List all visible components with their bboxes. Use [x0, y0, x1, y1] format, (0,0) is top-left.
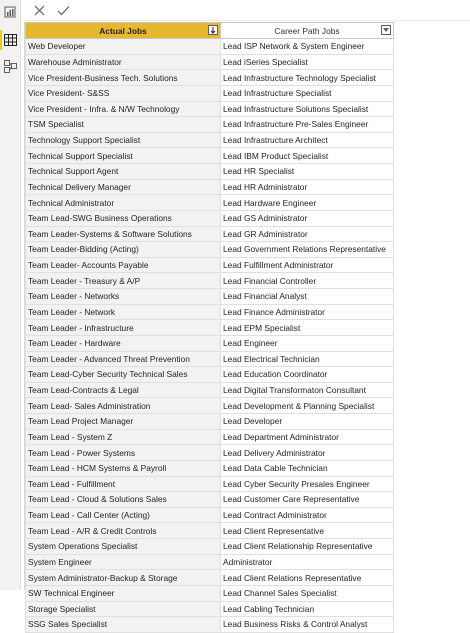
career-path-job-cell[interactable]: Lead Infrastructure Architect — [221, 132, 394, 148]
table-row[interactable] — [26, 164, 394, 180]
career-path-job-cell[interactable]: Lead Finance Administrator — [221, 304, 394, 320]
career-path-job-cell[interactable]: Lead Channel Sales Specialist — [221, 585, 394, 601]
actual-job-cell[interactable]: Technical Support Agent — [26, 164, 221, 180]
actual-job-cell[interactable]: Team Lead - System Z — [26, 429, 221, 445]
table-row[interactable] — [26, 179, 394, 195]
career-path-job-cell[interactable]: Lead Delivery Administrator — [221, 445, 394, 461]
table-row[interactable] — [26, 195, 394, 211]
table-row[interactable] — [26, 429, 394, 445]
dropdown-icon[interactable] — [381, 25, 391, 35]
career-path-job-cell[interactable]: Lead Government Relations Representative — [221, 242, 394, 258]
table-row[interactable] — [26, 289, 394, 305]
career-path-job-cell[interactable]: Lead Engineer — [221, 335, 394, 351]
actual-job-cell[interactable]: Team Leader - Hardware — [26, 335, 221, 351]
career-path-job-cell[interactable]: Lead Financial Analyst — [221, 289, 394, 305]
table-body — [26, 39, 394, 633]
actual-job-cell[interactable]: Technology Support Specialist — [26, 132, 221, 148]
career-path-job-cell[interactable]: Lead HR Administrator — [221, 179, 394, 195]
career-path-job-cell[interactable]: Lead Cabling Technician — [221, 601, 394, 617]
column-header-label: Career Path Jobs — [274, 25, 340, 36]
table-row[interactable] — [26, 414, 394, 430]
table-row[interactable] — [26, 367, 394, 383]
actual-job-cell[interactable]: System Administrator-Backup & Storage — [26, 570, 221, 586]
actual-job-cell[interactable]: SW Technical Engineer — [26, 585, 221, 601]
formula-toolbar — [21, 0, 470, 21]
table-row[interactable] — [26, 257, 394, 273]
table-row[interactable] — [26, 117, 394, 133]
actual-job-cell[interactable]: Technical Support Specialist — [26, 148, 221, 164]
career-path-job-cell[interactable]: Lead IBM Product Specialist — [221, 148, 394, 164]
column-header-label: Actual Jobs — [99, 25, 147, 36]
table-row[interactable] — [26, 242, 394, 258]
actual-job-cell[interactable]: Team Lead - Power Systems — [26, 445, 221, 461]
table-row[interactable] — [26, 398, 394, 414]
career-path-job-cell[interactable]: Administrator — [221, 554, 394, 570]
table-row[interactable] — [26, 273, 394, 289]
career-path-job-cell[interactable]: Lead Infrastructure Pre-Sales Engineer — [221, 117, 394, 133]
actual-job-cell[interactable]: Team Lead-Cyber Security Technical Sales — [26, 367, 221, 383]
actual-job-cell[interactable]: Team Leader- Accounts Payable — [26, 257, 221, 273]
table-row[interactable] — [26, 320, 394, 336]
actual-job-cell[interactable]: Team Lead-Contracts & Legal — [26, 382, 221, 398]
bar-chart-icon — [4, 6, 16, 18]
actual-job-cell[interactable]: Team Lead - HCM Systems & Payroll — [26, 460, 221, 476]
actual-job-cell[interactable]: TSM Specialist — [26, 117, 221, 133]
table-row[interactable] — [26, 601, 394, 617]
table-row[interactable] — [26, 539, 394, 555]
header-row — [26, 23, 394, 39]
actual-job-cell[interactable]: Team Leader - Treasury & A/P — [26, 273, 221, 289]
model-view-button[interactable] — [2, 58, 18, 74]
actual-job-cell[interactable]: System Engineer — [26, 554, 221, 570]
career-path-job-cell[interactable]: Lead EPM Specialist — [221, 320, 394, 336]
table-row[interactable] — [26, 460, 394, 476]
career-path-job-cell[interactable]: Lead Business Risks & Control Analyst — [221, 617, 394, 633]
career-path-job-cell[interactable]: Lead Infrastructure Technology Specialist — [221, 70, 394, 86]
model-icon — [4, 60, 17, 73]
career-path-job-cell[interactable]: Lead Developer — [221, 414, 394, 430]
actual-job-cell[interactable]: SSG Sales Specialist — [26, 617, 221, 633]
actual-job-cell[interactable]: Team Lead Project Manager — [26, 414, 221, 430]
table-row[interactable] — [26, 304, 394, 320]
table-icon — [4, 34, 17, 46]
table-row[interactable] — [26, 617, 394, 633]
column-header-career-path-jobs[interactable] — [221, 23, 394, 39]
table-row[interactable] — [26, 148, 394, 164]
table-row[interactable] — [26, 476, 394, 492]
table-row[interactable] — [26, 54, 394, 70]
actual-job-cell[interactable]: Team Lead- Sales Administration — [26, 398, 221, 414]
actual-job-cell[interactable]: Team Leader - Network — [26, 304, 221, 320]
data-view-button[interactable] — [2, 32, 18, 48]
career-path-job-cell[interactable]: Lead Infrastructure Specialist — [221, 85, 394, 101]
actual-job-cell[interactable]: Vice President-Business Tech. Solutions — [26, 70, 221, 86]
report-view-button[interactable] — [2, 4, 18, 20]
actual-job-cell[interactable]: Team Lead - Cloud & Solutions Sales — [26, 492, 221, 508]
column-header-actual-jobs[interactable] — [26, 23, 221, 39]
career-path-job-cell[interactable]: Lead Cyber Security Presales Engineer — [221, 476, 394, 492]
table-row[interactable] — [26, 445, 394, 461]
career-path-job-cell[interactable]: Lead Financial Controller — [221, 273, 394, 289]
actual-job-cell[interactable]: Vice President - Infra. & N/W Technology — [26, 101, 221, 117]
actual-job-cell[interactable]: Vice President- S&SS — [26, 85, 221, 101]
career-path-job-cell[interactable]: Lead GS Administrator — [221, 210, 394, 226]
career-path-job-cell[interactable]: Lead GR Administrator — [221, 226, 394, 242]
actual-job-cell[interactable]: Team Leader-Systems & Software Solutions — [26, 226, 221, 242]
actual-job-cell[interactable]: Team Leader-Bidding (Acting) — [26, 242, 221, 258]
career-path-job-cell[interactable]: Lead Contract Administrator — [221, 507, 394, 523]
career-path-job-cell[interactable]: Lead Infrastructure Solutions Specialist — [221, 101, 394, 117]
table-row[interactable] — [26, 226, 394, 242]
career-path-job-cell[interactable]: Lead Client Relations Representative — [221, 570, 394, 586]
table-row[interactable] — [26, 85, 394, 101]
close-icon — [34, 5, 45, 16]
career-path-job-cell[interactable]: Lead HR Specialist — [221, 164, 394, 180]
commit-button[interactable] — [55, 2, 71, 18]
career-path-job-cell[interactable]: Lead Development & Planning Specialist — [221, 398, 394, 414]
table-row[interactable] — [26, 523, 394, 539]
table-row[interactable] — [26, 382, 394, 398]
sort-arrow-glyph — [209, 26, 217, 34]
career-path-job-cell[interactable]: Lead Hardware Engineer — [221, 195, 394, 211]
career-path-job-cell[interactable]: Lead Digital Transformaton Consultant — [221, 382, 394, 398]
table-row[interactable] — [26, 507, 394, 523]
table-row[interactable] — [26, 570, 394, 586]
actual-job-cell[interactable]: Team Lead - Fulfillment — [26, 476, 221, 492]
view-rail — [0, 0, 21, 590]
career-path-job-cell[interactable]: Lead ISP Network & System Engineer — [221, 39, 394, 55]
table-row[interactable] — [26, 39, 394, 55]
table-row[interactable] — [26, 554, 394, 570]
career-path-job-cell[interactable]: Lead Client Representative — [221, 523, 394, 539]
career-path-job-cell[interactable]: Lead Customer Care Representative — [221, 492, 394, 508]
checkmark-icon — [57, 5, 70, 16]
career-path-job-cell[interactable]: Lead Data Cable Technician — [221, 460, 394, 476]
career-path-job-cell[interactable]: Lead Department Administrator — [221, 429, 394, 445]
actual-job-cell[interactable]: Team Lead-SWG Business Operations — [26, 210, 221, 226]
career-path-job-cell[interactable]: Lead Client Relationship Representative — [221, 539, 394, 555]
career-path-job-cell[interactable]: Lead Fulfillment Administrator — [221, 257, 394, 273]
actual-job-cell[interactable]: Team Lead - Call Center (Acting) — [26, 507, 221, 523]
table-row[interactable] — [26, 335, 394, 351]
actual-job-cell[interactable]: Team Leader - Infrastructure — [26, 320, 221, 336]
table-row[interactable] — [26, 70, 394, 86]
sort-ascending-icon[interactable] — [208, 25, 218, 35]
table-row[interactable] — [26, 101, 394, 117]
career-path-job-cell[interactable]: Lead Electrical Technician — [221, 351, 394, 367]
table-row[interactable] — [26, 351, 394, 367]
actual-job-cell[interactable]: Web Developer — [26, 39, 221, 55]
actual-job-cell[interactable]: Warehouse Administrator — [26, 54, 221, 70]
actual-job-cell[interactable]: Team Leader - Networks — [26, 289, 221, 305]
actual-job-cell[interactable]: Storage Specialist — [26, 601, 221, 617]
actual-job-cell[interactable]: System Operations Specialist — [26, 539, 221, 555]
actual-job-cell[interactable]: Technical Delivery Manager — [26, 179, 221, 195]
chevron-down-glyph — [383, 28, 389, 32]
actual-job-cell[interactable]: Team Leader - Advanced Threat Prevention — [26, 351, 221, 367]
actual-job-cell[interactable]: Technical Administrator — [26, 195, 221, 211]
cancel-button[interactable] — [31, 2, 47, 18]
career-path-job-cell[interactable]: Lead iSeries Specialist — [221, 54, 394, 70]
table-row[interactable] — [26, 492, 394, 508]
actual-job-cell[interactable]: Team Lead - A/R & Credit Controls — [26, 523, 221, 539]
table-row[interactable] — [26, 132, 394, 148]
career-path-job-cell[interactable]: Lead Education Coordinator — [221, 367, 394, 383]
data-table — [24, 22, 395, 630]
table-row[interactable] — [26, 210, 394, 226]
table-row[interactable] — [26, 585, 394, 601]
